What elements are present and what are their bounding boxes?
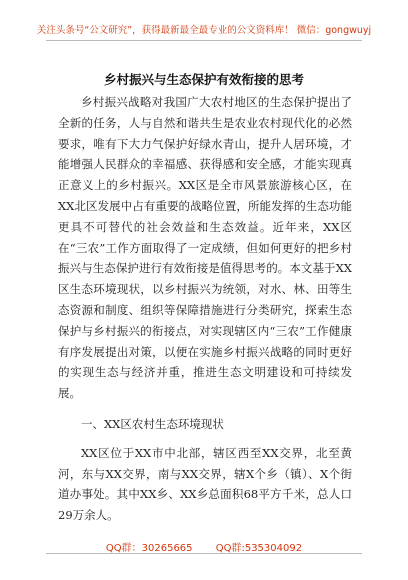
header-divider bbox=[46, 40, 362, 41]
footer-divider bbox=[46, 553, 362, 554]
section-heading: 一、XX区农村生态环境现状 bbox=[81, 416, 224, 431]
intro-paragraph: 乡村振兴战略对我国广大农村地区的生态保护提出了全新的任务，人与自然和谐共生是农业农村现代化的必然要求，唯有下大力气保护好绿水青山，提升人居环境，才能增强人民群众的幸福感、获得感和安全感，才能实现真正意义上的乡村振兴。XX区是全市风景旅游核心区，在XX北区发展中占有重要的战略位置，所能发挥的生态功能更具不可替代的社会效益和生态效益。近年来，XX区在“三农”工作方面取得了一定成绩，但如何更好的把乡村振兴与生态保护进行有效衔接是值得思考的。本文基于XX区生态环境现状，以乡村振兴为统领，对水、林、田等生态资源和制度、组织等保障措施进行分类研究，探索生态保护与乡村振兴的衔接点，对实现辖区内“三农”工作健康有序发展提出对策，以便在实施乡村振兴战略的同时更好的实现生态与经济并重，推进生态文明建设和可持续发展。 bbox=[58, 95, 352, 401]
footer bbox=[0, 539, 408, 554]
footer-qq-group-1: QQ群：30265665 bbox=[105, 543, 193, 554]
footer-qq-group-2: QQ群:535304092 bbox=[215, 543, 303, 554]
document-body bbox=[58, 92, 352, 526]
section-paragraph: XX区位于XX市中北部，辖区西至XX交界，北至黄河，东与XX交界，南与XX交界，辖X个乡（镇）、X个街道办事处。其中XX乡、XX乡总面积68平方千米，总人口29万余人。 bbox=[58, 445, 352, 523]
header-note: 关注头条号“公文研究”，获得最新最全最专业的公文资料库！ 微信：gongwuyj bbox=[36, 25, 372, 36]
document-title: 乡村振兴与生态保护有效衔接的思考 bbox=[103, 72, 304, 87]
